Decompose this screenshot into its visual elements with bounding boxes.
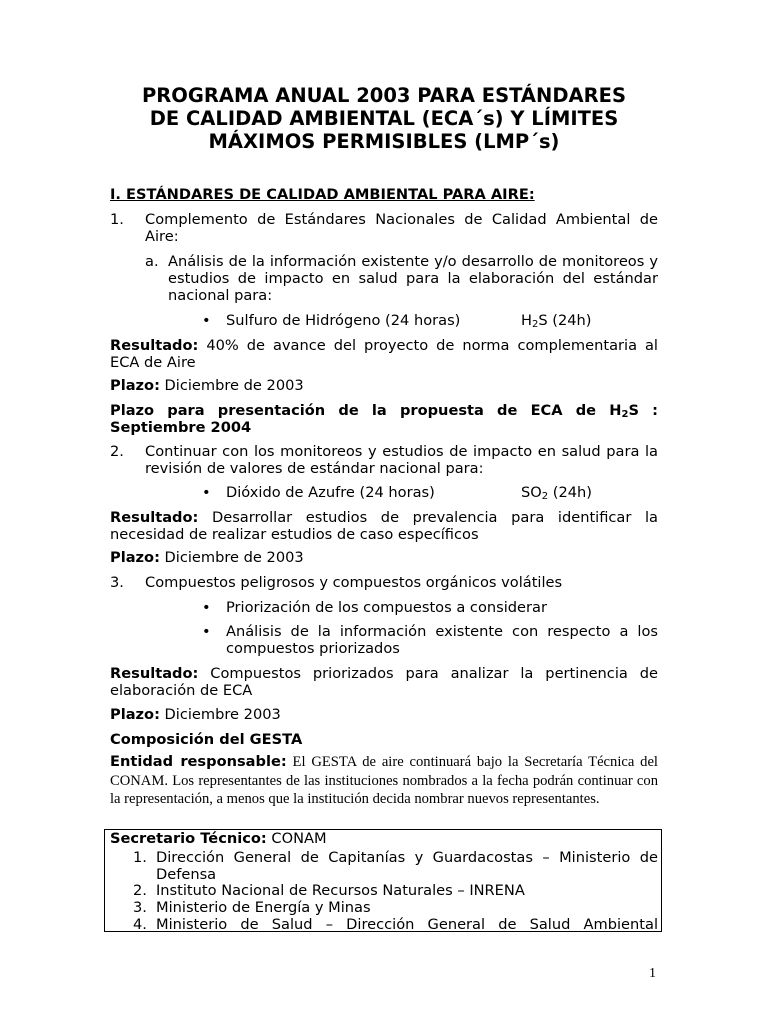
document-title — [110, 84, 658, 153]
plazo-label: Plazo: — [110, 706, 160, 723]
bullet-icon: • — [202, 484, 211, 501]
formula-part: H — [521, 312, 532, 329]
plazo-pres-part: S : Septiembre 2004 — [110, 402, 658, 436]
plazo-text: Diciembre de 2003 — [159, 549, 304, 566]
item-1-number: 1. — [110, 211, 124, 228]
item-1-sub-a-label: a. — [145, 253, 159, 270]
section-heading: I. ESTÁNDARES DE CALIDAD AMBIENTAL PARA AIRE: — [110, 186, 535, 203]
title-line-2: DE CALIDAD AMBIENTAL (ECA´s) Y LÍMITES — [149, 107, 619, 130]
member-3: Ministerio de Energía y Minas — [156, 899, 371, 916]
item-1-bullet-formula — [521, 312, 591, 329]
item-3-number: 3. — [110, 574, 124, 591]
entidad-text: El GESTA de aire continuará bajo la Secretaría Técnica del CONAM. Los representantes de las instituciones nombrados a la fecha podrán continuar con la representación, a menos que la institución decida nombrar nuevos representantes. — [110, 754, 658, 807]
page-number: 1 — [649, 966, 656, 981]
member-1: Dirección General de Capitanías y Guardacostas – Ministerio de Defensa — [156, 849, 658, 883]
plazo-pres-part: Plazo para presentación de la propuesta de ECA de H — [110, 402, 622, 419]
entidad-responsable — [110, 753, 658, 809]
plazo-text: Diciembre 2003 — [159, 706, 281, 723]
item-1-plazo-presentacion — [110, 402, 658, 436]
plazo-label: Plazo: — [110, 377, 160, 394]
item-1-text — [145, 211, 658, 245]
item-2-bullet-formula — [521, 484, 592, 501]
formula-part: S (24h) — [538, 312, 592, 329]
member-number: 4. — [133, 916, 147, 933]
bullet-icon: • — [202, 599, 211, 616]
item-3-plazo — [110, 706, 281, 723]
bullet-icon: • — [202, 312, 211, 329]
formula-subscript: 2 — [531, 319, 539, 330]
item-2-number: 2. — [110, 443, 124, 460]
formula-part: (24h) — [548, 484, 592, 501]
item-1-text-content: Complemento de Estándares Nacionales de Calidad Ambiental de Aire: — [145, 211, 658, 245]
formula-part: SO — [521, 484, 542, 501]
member-number: 1. — [133, 849, 147, 866]
formula-subscript: 2 — [621, 409, 629, 420]
entidad-label: Entidad responsable: — [110, 753, 287, 770]
title-line-1: PROGRAMA ANUAL 2003 PARA ESTÁNDARES — [141, 84, 626, 107]
member-number: 2. — [133, 882, 147, 899]
bullet-icon: • — [202, 623, 211, 640]
secretario-label: Secretario Técnico: — [110, 830, 267, 847]
resultado-text: Desarrollar estudios de prevalencia para identificar la necesidad de realizar estudios de caso específicos — [110, 509, 658, 543]
member-2: Instituto Nacional de Recursos Naturales – INRENA — [156, 882, 525, 899]
item-1-sub-a-text: Análisis de la información existente y/o desarrollo de monitoreos y estudios de impacto en salud para la elaboración del estándar nacional para: — [168, 253, 658, 304]
item-3-bullet-2: Análisis de la información existente con respecto a los compuestos priorizados — [226, 623, 658, 657]
item-1-bullet-text: Sulfuro de Hidrógeno (24 horas) — [226, 312, 461, 329]
item-1-resultado — [110, 337, 658, 371]
item-3-text: Compuestos peligrosos y compuestos orgánicos volátiles — [145, 574, 563, 591]
item-2-text: Continuar con los monitoreos y estudios de impacto en salud para la revisión de valores de estándar nacional para: — [145, 443, 658, 477]
secretario-tecnico — [110, 830, 327, 847]
resultado-text: Compuestos priorizados para analizar la pertinencia de elaboración de ECA — [110, 665, 658, 699]
member-4: Ministerio de Salud – Dirección General de Salud Ambiental — [156, 916, 658, 933]
item-3-bullet-1: Priorización de los compuestos a considerar — [226, 599, 547, 616]
item-2-bullet-text: Dióxido de Azufre (24 horas) — [226, 484, 435, 501]
member-number: 3. — [133, 899, 147, 916]
item-2-resultado — [110, 509, 658, 543]
plazo-text: Diciembre de 2003 — [159, 377, 304, 394]
composicion-heading: Composición del GESTA — [110, 731, 303, 748]
plazo-label: Plazo: — [110, 549, 160, 566]
resultado-text: 40% de avance del proyecto de norma complementaria al ECA de Aire — [110, 337, 658, 371]
resultado-label: Resultado: — [110, 509, 199, 526]
item-2-plazo — [110, 549, 304, 566]
resultado-label: Resultado: — [110, 337, 199, 354]
item-3-resultado — [110, 665, 658, 699]
title-line-3: MÁXIMOS PERMISIBLES (LMP´s) — [208, 130, 560, 153]
secretario-value: CONAM — [266, 830, 327, 847]
formula-subscript: 2 — [541, 491, 549, 502]
resultado-label: Resultado: — [110, 665, 199, 682]
item-1-plazo — [110, 377, 304, 394]
